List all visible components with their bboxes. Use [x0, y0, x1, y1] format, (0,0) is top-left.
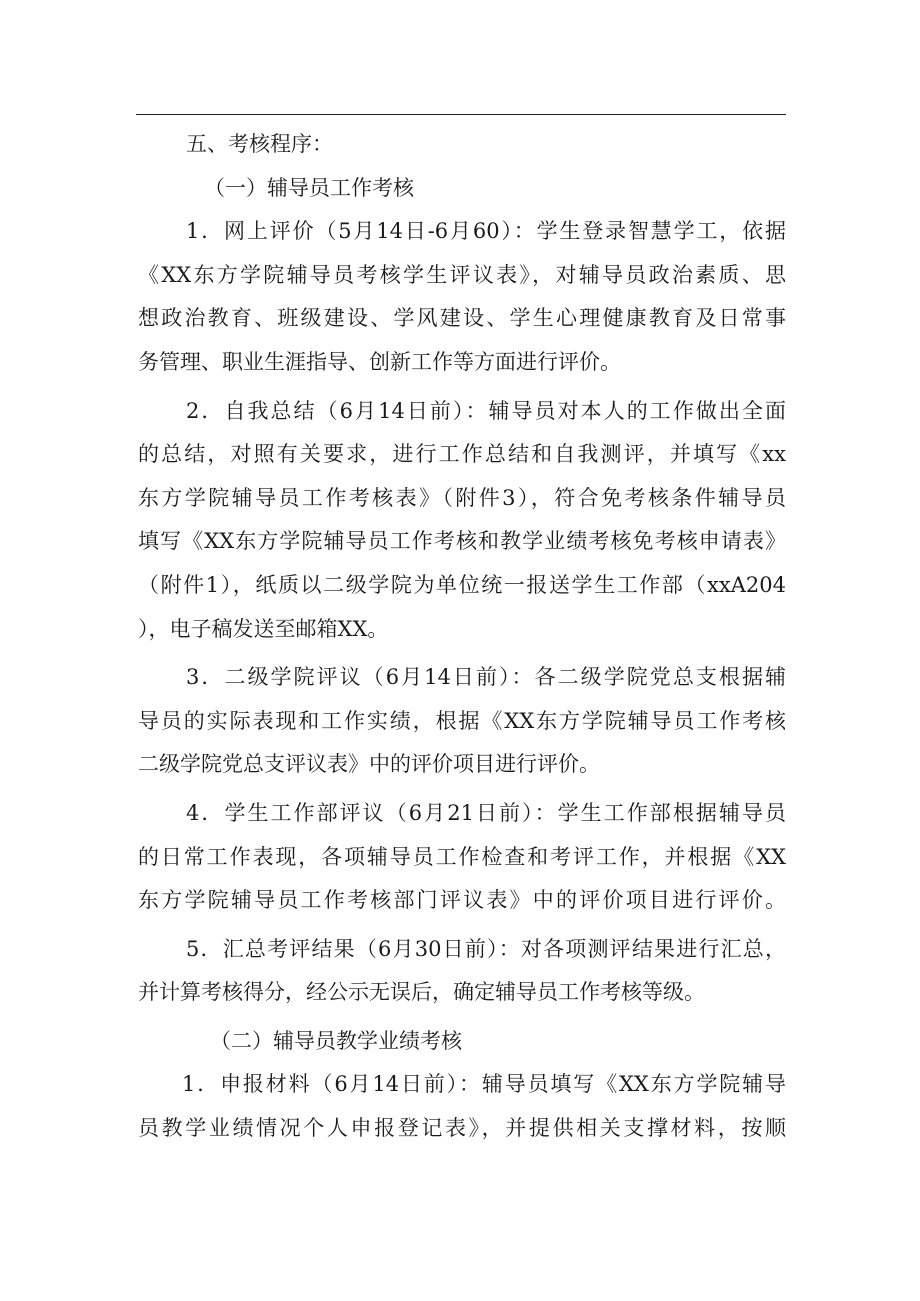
document-body	[138, 123, 786, 1151]
paragraph-department-review	[138, 792, 786, 923]
section-heading: 五、考核程序：	[186, 132, 333, 156]
paragraph-application-materials	[138, 1063, 786, 1150]
text-line: 1．网上评价（5月14日-6月60）：学生登录智慧学工，依据	[186, 219, 786, 244]
paragraph-online-evaluation	[138, 210, 786, 384]
text-line: 东方学院辅导员工作考核部门评议表》中的评价项目进行评价。	[138, 888, 786, 913]
text-line: 东方学院辅导员工作考核表》（附件3），符合免考核条件辅导员	[138, 485, 786, 510]
text-line: 5．汇总考评结果（6月30日前）：对各项测评结果进行汇总，	[186, 936, 786, 961]
subsection-heading-2: （二）辅导员教学业绩考核	[210, 1028, 462, 1053]
text-line: 二级学院党总支评议表》中的评价项目进行评价。	[138, 752, 600, 777]
paragraph-summary-results	[138, 928, 786, 1015]
text-line: ），电子稿发送至邮箱XX。	[138, 616, 389, 641]
paragraph-college-review	[138, 656, 786, 787]
text-line: 并计算考核得分，经公示无误后，确定辅导员工作考核等级。	[138, 980, 705, 1005]
text-line: （附件1），纸质以二级学院为单位统一报送学生工作部（xxA204	[138, 572, 786, 597]
text-line: 的总结，对照有关要求，进行工作总结和自我测评，并填写《xx	[138, 442, 786, 467]
text-line: 4．学生工作部评议（6月21日前）：学生工作部根据辅导员	[186, 800, 786, 825]
text-line: 《XX东方学院辅导员考核学生评议表》，对辅导员政治素质、思	[138, 262, 786, 287]
text-line: 导员的实际表现和工作实绩，根据《XX东方学院辅导员工作考核	[138, 708, 786, 733]
text-line: 想政治教育、班级建设、学风建设、学生心理健康教育及日常事	[138, 306, 786, 331]
text-line: 填写《XX东方学院辅导员工作考核和教学业绩考核免考核申请表》	[138, 529, 786, 554]
subsection-heading-1: （一）辅导员工作考核	[204, 175, 414, 200]
text-line: 2．自我总结（6月14日前）：辅导员对本人的工作做出全面	[186, 398, 786, 423]
text-line: 务管理、职业生涯指导、创新工作等方面进行评价。	[138, 349, 621, 374]
text-line: 1．申报材料（6月14日前）：辅导员填写《XX东方学院辅导	[182, 1072, 786, 1097]
text-line: 的日常工作表现，各项辅导员工作检查和考评工作，并根据《XX	[138, 844, 786, 869]
text-line: 员教学业绩情况个人申报登记表》，并提供相关支撑材料，按顺	[138, 1116, 786, 1141]
paragraph-self-summary	[138, 390, 786, 652]
header-rule	[136, 114, 786, 115]
text-line: 3．二级学院评议（6月14日前）：各二级学院党总支根据辅	[186, 665, 786, 690]
